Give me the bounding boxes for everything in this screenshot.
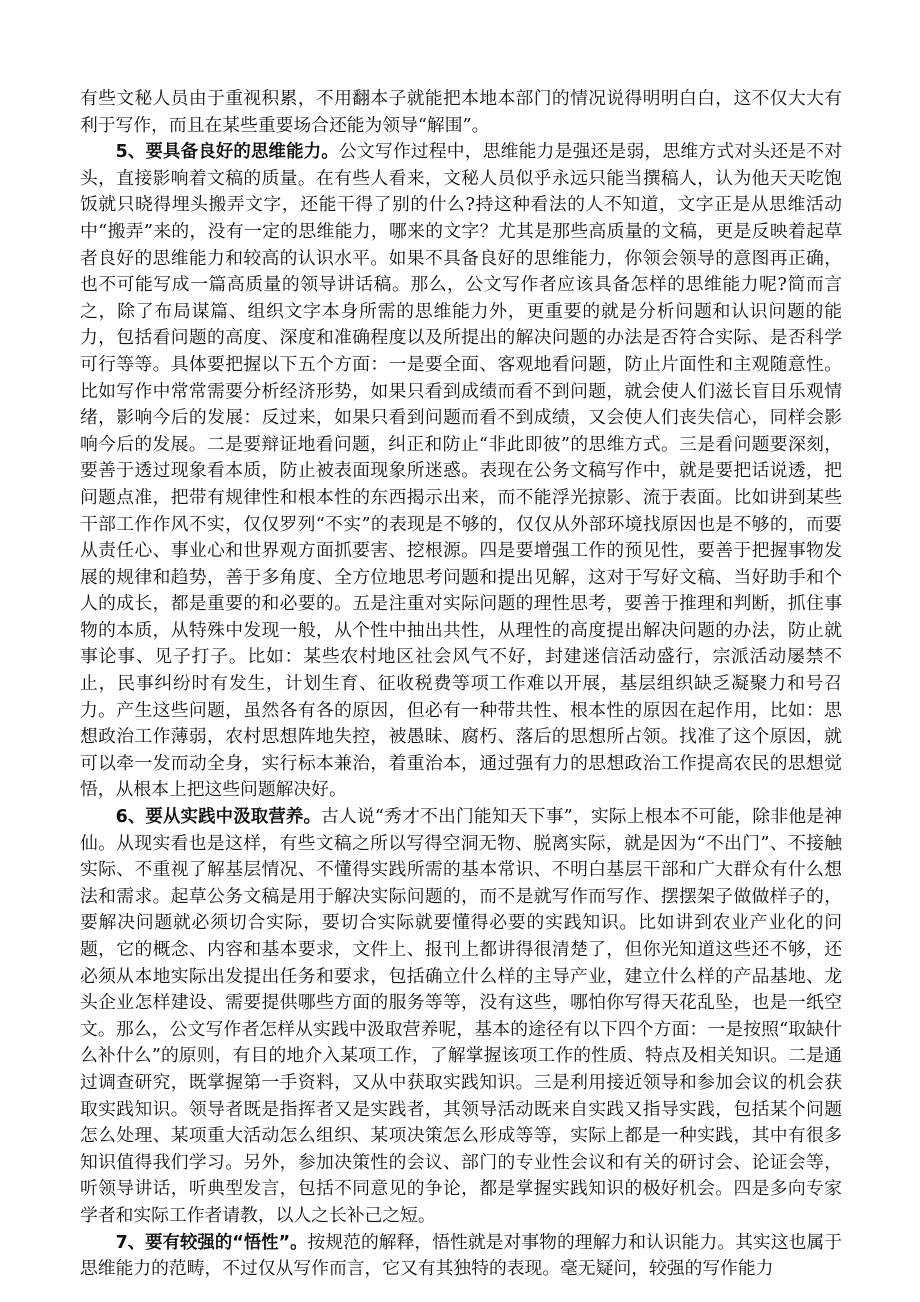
- section-7-heading: 7、要有较强的“悟性”。: [115, 1232, 308, 1253]
- document-page: [80, 86, 842, 1283]
- paragraph-section-7: [80, 1230, 842, 1283]
- section-7-body: 按规范的解释，悟性就是对事物的理解力和认识能力。其实这也属于思维能力的范畴，不过仅从写作而言，它又有其独特的表现。毫无疑问，较强的写作能力: [80, 1231, 842, 1280]
- paragraph-section-6: [80, 804, 842, 1230]
- section-5-heading: 5、要具备良好的思维能力。: [115, 142, 339, 163]
- section-5-body: 公文写作过程中，思维能力是强还是弱，思维方式对头还是不对头，直接影响着文稿的质量。在有些人看来，文秘人员似乎永远只能当撰稿人，认为他天天吃饱饭就只晓得埋头搬弄文字，还能干得了别的什么?持这种看法的人不知道，文字正是从思维活动中“搬弄”来的，没有一定的思维能力，哪来的文字？尤其是那些高质量的文稿，更是反映着起草者良好的思维能力和较高的认识水平。如果不具备良好的思维能力，你领会领导的意图再正确，也不可能写成一篇高质量的领导讲话稿。那么，公文写作者应该具备怎样的思维能力呢?简而言之，除了布局谋篇、组织文字本身所需的思维能力外，更重要的就是分析问题和认识问题的能力，包括看问题的高度、深度和准确程度以及所提出的解决问题的办法是否符合实际、是否科学可行等等。具体要把握以下五个方面：一是要全面、客观地看问题，防止片面性和主观随意性。比如写作中常常需要分析经济形势，如果只看到成绩而看不到问题，就会使人们滋长盲目乐观情绪，影响今后的发展：反过来，如果只看到问题而看不到成绩，又会使人们丧失信心，同样会影响今后的发展。二是要辩证地看问题，纠正和防止“非此即彼”的思维方式。三是看问题要深刻，要善于透过现象看本质，防止被表面现象所迷惑。表现在公务文稿写作中，就是要把话说透，把问题点准，把带有规律性和根本性的东西揭示出来，而不能浮光掠影、流于表面。比如讲到某些干部工作作风不实，仅仅罗列“不实”的表现是不够的，仅仅从外部环境找原因也是不够的，而要从责任心、事业心和世界观方面抓要害、挖根源。四是要增强工作的预见性，要善于把握事物发展的规律和趋势，善于多角度、全方位地思考问题和提出见解，这对于写好文稿、当好助手和个人的成长，都是重要的和必要的。五是注重对实际问题的理性思考，要善于推理和判断，抓住事物的本质，从特殊中发现一般，从个性中抽出共性，从理性的高度提出解决问题的办法，防止就事论事、见子打子。比如：某些农村地区社会风气不好，封建迷信活动盛行，宗派活动屡禁不止，民事纠纷时有发生，计划生育、征收税费等项工作难以开展，基层组织缺乏凝聚力和号召力。产生这些问题，虽然各有各的原因，但必有一种带共性、根本性的原因在起作用，比如：思想政治工作薄弱，农村思想阵地失控，被愚昧、腐朽、落后的思想所占领。找准了这个原因，就可以牵一发而动全身，实行标本兼治，着重治本，通过强有力的思想政治工作提高农民的思想觉悟，从根本上把这些问题解决好。: [80, 141, 842, 801]
- section-6-body: 古人说“秀才不出门能知天下事”，实际上根本不可能，除非他是神仙。从现实看也是这样，有些文稿之所以写得空洞无物、脱离实际，就是因为“不出门”、不接触实际、不重视了解基层情况、不懂得实践所需的基本常识、不明白基层干部和广大群众有什么想法和需求。起草公务文稿是用于解决实际问题的，而不是就写作而写作、摆摆架子做做样子的，要解决问题就必须切合实际，要切合实际就要懂得必要的实践知识。比如讲到农业产业化的问题，它的概念、内容和基本要求，文件上、报刊上都讲得很清楚了，但你光知道这些还不够，还必须从本地实际出发提出任务和要求，包括确立什么样的主导产业，建立什么样的产品基地、龙头企业怎样建设、需要提供哪些方面的服务等等，没有这些，哪怕你写得天花乱坠，也是一纸空文。那么，公文写作者怎样从实践中汲取营养呢，基本的途径有以下四个方面：一是按照“取缺什么补什么”的原则，有目的地介入某项工作，了解掌握该项工作的性质、特点及相关知识。二是通过调查研究，既掌握第一手资料，又从中获取实践知识。三是利用接近领导和参加会议的机会获取实践知识。领导者既是指挥者又是实践者，其领导活动既来自实践又指导实践，包括某个问题怎么处理、某项重大活动怎么组织、某项决策怎么形成等等，实际上都是一种实践，其中有很多知识值得我们学习。另外，参加决策性的会议、部门的专业性会议和有关的研讨会、论证会等，听领导讲话，听典型发言，包括不同意见的争论，都是掌握实践知识的极好机会。四是多向专家学者和实际工作者请教，以人之长补己之短。: [80, 806, 842, 1226]
- paragraph-intro: [80, 86, 842, 139]
- paragraph-section-5: [80, 139, 842, 804]
- paragraph-intro-body: 有些文秘人员由于重视积累，不用翻本子就能把本地本部门的情况说得明明白白，这不仅大大有利于写作，而且在某些重要场合还能为领导“解围”。: [80, 88, 842, 136]
- section-6-heading: 6、要从实践中汲取营养。: [115, 807, 322, 828]
